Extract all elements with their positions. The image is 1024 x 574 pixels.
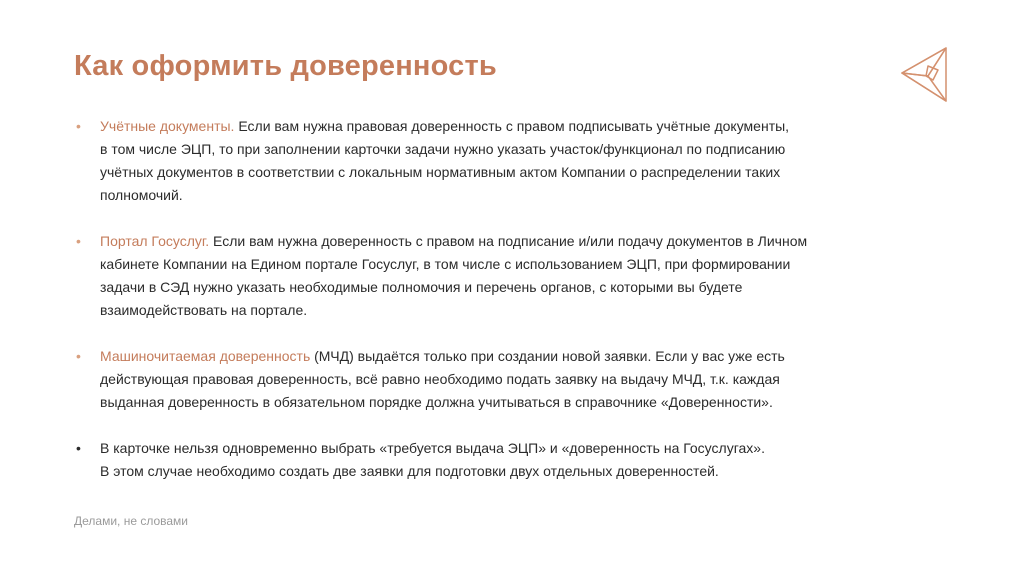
bullet-dot: • xyxy=(76,118,81,134)
bullet-dot: • xyxy=(76,233,81,249)
bullet-highlight: Портал Госуслуг. xyxy=(100,233,210,249)
bullet-line: В карточке нельзя одновременно выбрать «требуется выдача ЭЦП» и «доверенность на Госуслугах». xyxy=(100,440,765,456)
bullet-line: кабинете Компании на Едином портале Госуслуг, в том числе с использованием ЭЦП, при формировании xyxy=(100,256,791,272)
bullet-line: в том числе ЭЦП, то при заполнении карточки задачи нужно указать участок/функционал по подписанию xyxy=(100,141,786,157)
bullet-line: действующая правовая доверенность, всё равно необходимо подать заявку на выдачу МЧД, т.к. каждая xyxy=(100,371,780,387)
bullet-line xyxy=(100,115,874,138)
slide-footer: Делами, не словами xyxy=(74,514,189,528)
slide-title: Как оформить доверенность xyxy=(74,50,497,82)
bullet-line: В этом случае необходимо создать две заявки для подготовки двух отдельных доверенностей. xyxy=(100,463,719,479)
bullet-line: задачи в СЭД нужно указать необходимые полномочия и перечень органов, с которыми вы будете xyxy=(100,279,743,295)
bullet-line: выданная доверенность в обязательном порядке должна учитываться в справочнике «Доверенности». xyxy=(100,394,773,410)
bullet-highlight: Учётные документы. xyxy=(100,118,235,134)
bullet-text: (МЧД) выдаётся только при создании новой заявки. Если у вас уже есть xyxy=(310,348,785,364)
bullet-text: Если вам нужна доверенность с правом на подписание и/или подачу документов в Личном xyxy=(209,233,808,249)
geometric-triangle-logo-icon xyxy=(900,46,954,104)
bullet-dot: • xyxy=(76,348,81,364)
bullet-line: взаимодействовать на портале. xyxy=(100,302,308,318)
bullet-highlight: Машиночитаемая доверенность xyxy=(100,348,311,364)
bullet-line xyxy=(100,230,874,253)
bullet-list xyxy=(74,115,874,483)
bullet-gosuslugi-portal xyxy=(74,230,874,322)
bullet-line: полномочий. xyxy=(100,187,183,203)
bullet-text: Если вам нужна правовая доверенность с правом подписывать учётные документы, xyxy=(234,118,790,134)
bullet-accounting-documents xyxy=(74,115,874,207)
bullet-line xyxy=(100,345,874,368)
bullet-machine-readable-poa xyxy=(74,345,874,414)
bullet-card-restriction xyxy=(74,437,874,483)
bullet-line: учётных документов в соответствии с локальным нормативным актом Компании о распределении таких xyxy=(100,164,781,180)
bullet-dot: • xyxy=(76,440,81,456)
